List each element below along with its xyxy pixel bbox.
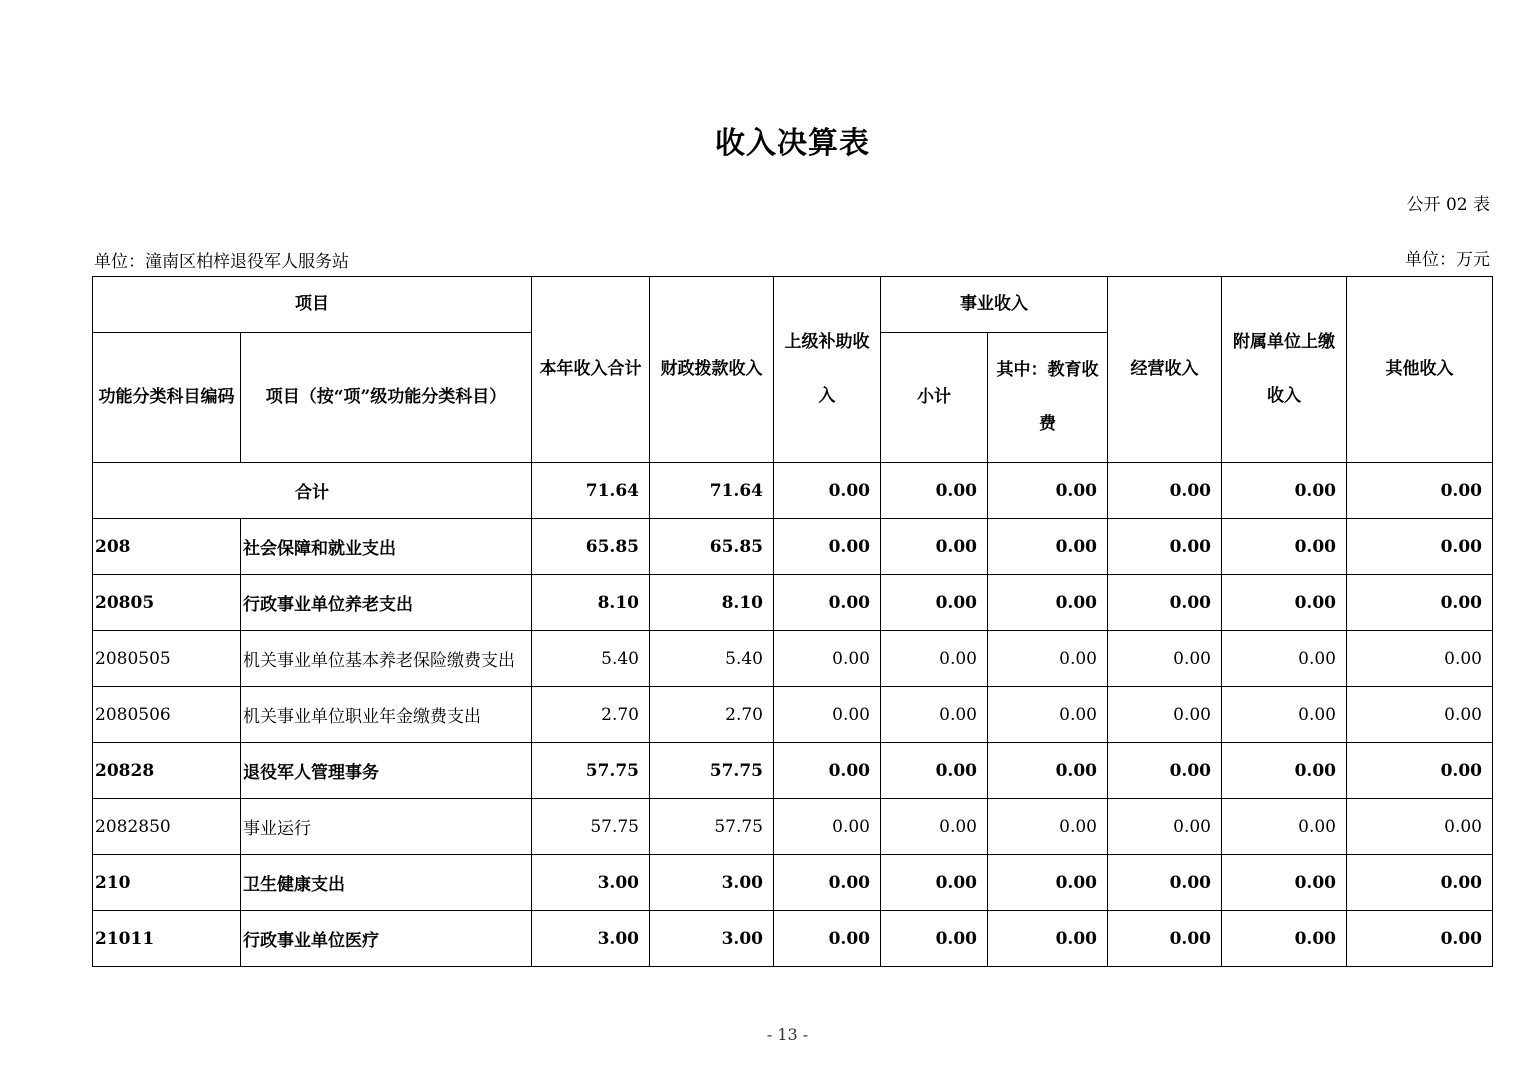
cell-other: 0.00: [1347, 743, 1493, 799]
cell-edu: 0.00: [988, 519, 1108, 575]
cell-operating: 0.00: [1108, 687, 1222, 743]
cell-subtotal: 0.00: [881, 799, 988, 855]
header-fiscal: 财政拨款收入: [650, 277, 774, 463]
cell-total: 5.40: [532, 631, 650, 687]
total-row: [93, 463, 1493, 519]
cell-other: 0.00: [1347, 631, 1493, 687]
cell-fiscal: 5.40: [650, 631, 774, 687]
page-title: 收入决算表: [715, 126, 870, 161]
cell-edu: 0.00: [988, 687, 1108, 743]
header-row-1: [93, 277, 1493, 333]
cell-other: 0.00: [1347, 911, 1493, 967]
cell-operating: 0.00: [1108, 743, 1222, 799]
header-item: 项目: [93, 277, 532, 333]
cell-fiscal: 57.75: [650, 799, 774, 855]
cell-subtotal: 0.00: [881, 575, 988, 631]
cell-code: 210: [93, 855, 241, 911]
cell-name: 社会保障和就业支出: [241, 519, 532, 575]
header-code: 功能分类科目编码: [93, 333, 241, 463]
cell-subtotal: 0.00: [881, 911, 988, 967]
cell-other: 0.00: [1347, 799, 1493, 855]
cell-affiliated: 0.00: [1222, 743, 1347, 799]
cell-superior: 0.00: [774, 799, 881, 855]
cell-affiliated: 0.00: [1222, 911, 1347, 967]
header-edu-line2: 费: [1039, 414, 1056, 434]
cell-operating: 0.00: [1108, 911, 1222, 967]
header-superior-line1: 上级补助收: [784, 332, 870, 352]
cell-subtotal: 0.00: [881, 743, 988, 799]
cell-fiscal: 3.00: [650, 911, 774, 967]
header-business: 事业收入: [881, 277, 1108, 333]
header-affiliated-line1: 附属单位上缴: [1233, 332, 1335, 352]
cell-operating: 0.00: [1108, 519, 1222, 575]
cell-name: 卫生健康支出: [241, 855, 532, 911]
unit-label: 单位：万元: [1405, 250, 1490, 270]
table-row: [93, 743, 1493, 799]
cell-other: 0.00: [1347, 687, 1493, 743]
table-row: [93, 575, 1493, 631]
cell-operating: 0.00: [1108, 631, 1222, 687]
cell-fiscal: 71.64: [650, 463, 774, 519]
cell-subtotal: 0.00: [881, 463, 988, 519]
header-subtotal: 小计: [881, 333, 988, 463]
cell-superior: 0.00: [774, 631, 881, 687]
header-operating: 经营收入: [1108, 277, 1222, 463]
cell-superior: 0.00: [774, 575, 881, 631]
cell-operating: 0.00: [1108, 463, 1222, 519]
cell-affiliated: 0.00: [1222, 855, 1347, 911]
page-number: - 13 -: [766, 1025, 809, 1044]
cell-affiliated: 0.00: [1222, 631, 1347, 687]
cell-edu: 0.00: [988, 799, 1108, 855]
cell-code: 20828: [93, 743, 241, 799]
organization-label: 单位：潼南区柏梓退役军人服务站: [94, 252, 349, 272]
header-affiliated: [1222, 277, 1347, 463]
form-number: 公开 02 表: [1406, 195, 1490, 215]
cell-subtotal: 0.00: [881, 687, 988, 743]
cell-code: 2082850: [93, 799, 241, 855]
header-superior-line2: 入: [818, 386, 836, 406]
cell-total: 57.75: [532, 799, 650, 855]
cell-edu: 0.00: [988, 575, 1108, 631]
header-name: 项目（按“项”级功能分类科目）: [241, 333, 532, 463]
cell-operating: 0.00: [1108, 799, 1222, 855]
table-row: [93, 911, 1493, 967]
cell-superior: 0.00: [774, 855, 881, 911]
cell-subtotal: 0.00: [881, 519, 988, 575]
cell-name: 行政事业单位医疗: [241, 911, 532, 967]
cell-operating: 0.00: [1108, 575, 1222, 631]
cell-affiliated: 0.00: [1222, 687, 1347, 743]
cell-operating: 0.00: [1108, 855, 1222, 911]
cell-edu: 0.00: [988, 911, 1108, 967]
cell-total: 3.00: [532, 855, 650, 911]
cell-total: 57.75: [532, 743, 650, 799]
cell-total: 71.64: [532, 463, 650, 519]
cell-code: 2080505: [93, 631, 241, 687]
cell-total: 2.70: [532, 687, 650, 743]
cell-code: 208: [93, 519, 241, 575]
cell-affiliated: 0.00: [1222, 519, 1347, 575]
cell-superior: 0.00: [774, 743, 881, 799]
cell-affiliated: 0.00: [1222, 575, 1347, 631]
cell-name: 行政事业单位养老支出: [241, 575, 532, 631]
table-row: [93, 631, 1493, 687]
cell-superior: 0.00: [774, 519, 881, 575]
cell-code: 21011: [93, 911, 241, 967]
header-total: 本年收入合计: [532, 277, 650, 463]
cell-affiliated: 0.00: [1222, 463, 1347, 519]
header-edu: [988, 333, 1108, 463]
table-row: [93, 687, 1493, 743]
table-row: [93, 799, 1493, 855]
cell-total: 65.85: [532, 519, 650, 575]
cell-fiscal: 2.70: [650, 687, 774, 743]
cell-superior: 0.00: [774, 911, 881, 967]
cell-subtotal: 0.00: [881, 855, 988, 911]
cell-other: 0.00: [1347, 855, 1493, 911]
cell-name: 机关事业单位基本养老保险缴费支出: [241, 631, 532, 687]
cell-total: 3.00: [532, 911, 650, 967]
cell-edu: 0.00: [988, 855, 1108, 911]
cell-other: 0.00: [1347, 463, 1493, 519]
cell-other: 0.00: [1347, 519, 1493, 575]
cell-superior: 0.00: [774, 687, 881, 743]
table-row: [93, 855, 1493, 911]
cell-name: 机关事业单位职业年金缴费支出: [241, 687, 532, 743]
cell-edu: 0.00: [988, 463, 1108, 519]
header-edu-line1: 其中：教育收: [996, 360, 1099, 380]
header-other: 其他收入: [1347, 277, 1493, 463]
cell-edu: 0.00: [988, 743, 1108, 799]
cell-fiscal: 65.85: [650, 519, 774, 575]
cell-fiscal: 57.75: [650, 743, 774, 799]
income-table: [92, 276, 1493, 967]
header-affiliated-line2: 收入: [1267, 386, 1301, 406]
table-row: [93, 519, 1493, 575]
cell-subtotal: 0.00: [881, 631, 988, 687]
cell-name: 事业运行: [241, 799, 532, 855]
cell-other: 0.00: [1347, 575, 1493, 631]
cell-edu: 0.00: [988, 631, 1108, 687]
total-label: 合计: [93, 463, 532, 519]
cell-fiscal: 8.10: [650, 575, 774, 631]
cell-name: 退役军人管理事务: [241, 743, 532, 799]
cell-total: 8.10: [532, 575, 650, 631]
header-superior: [774, 277, 881, 463]
cell-superior: 0.00: [774, 463, 881, 519]
cell-affiliated: 0.00: [1222, 799, 1347, 855]
cell-fiscal: 3.00: [650, 855, 774, 911]
cell-code: 2080506: [93, 687, 241, 743]
cell-code: 20805: [93, 575, 241, 631]
